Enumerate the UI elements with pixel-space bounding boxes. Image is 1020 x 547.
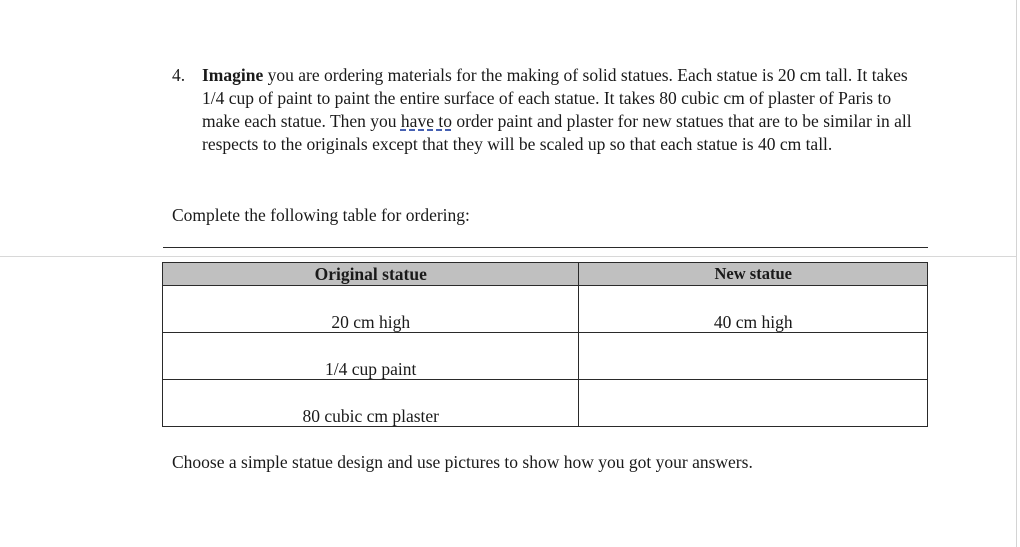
cell-new-paint[interactable] xyxy=(579,333,928,380)
page-right-edge xyxy=(1016,0,1017,547)
table-row xyxy=(163,333,928,380)
closing-instruction: Choose a simple statue design and use pictures to show how you got your answers. xyxy=(172,452,753,472)
question-number: 4. xyxy=(172,65,186,85)
header-original-statue: Original statue xyxy=(163,263,579,286)
cell-new-plaster[interactable] xyxy=(579,380,928,427)
question-text-part-2: order paint and plaster for new statues that are to be similar in all respects to the originals except that they will be scaled up so that each statue is 40 cm tall. xyxy=(202,111,912,154)
horizontal-rule xyxy=(163,247,928,248)
table-row xyxy=(163,286,928,333)
cell-original-height[interactable]: 20 cm high xyxy=(163,286,579,333)
table-row xyxy=(163,380,928,427)
question-4 xyxy=(172,64,917,156)
table-header-row xyxy=(163,263,928,286)
ordering-table xyxy=(162,262,928,427)
cell-original-plaster[interactable]: 80 cubic cm plaster xyxy=(163,380,579,427)
question-text-part-1: you are ordering materials for the making of solid statues. Each statue is 20 cm tall. It takes 1/4 cup of paint to paint the entire surface of each statue. It takes 80 cubic cm of plaster of Paris to make each statue. Then you xyxy=(202,65,908,131)
table-instruction: Complete the following table for ordering: xyxy=(172,205,470,225)
question-lead-word: Imagine xyxy=(202,65,264,85)
page-break-line xyxy=(0,256,1016,257)
header-new-statue: New statue xyxy=(579,263,928,286)
question-text xyxy=(202,64,917,156)
cell-new-height[interactable]: 40 cm high xyxy=(579,286,928,333)
grammar-flagged-phrase[interactable]: have to xyxy=(400,111,452,131)
cell-original-paint[interactable]: 1/4 cup paint xyxy=(163,333,579,380)
